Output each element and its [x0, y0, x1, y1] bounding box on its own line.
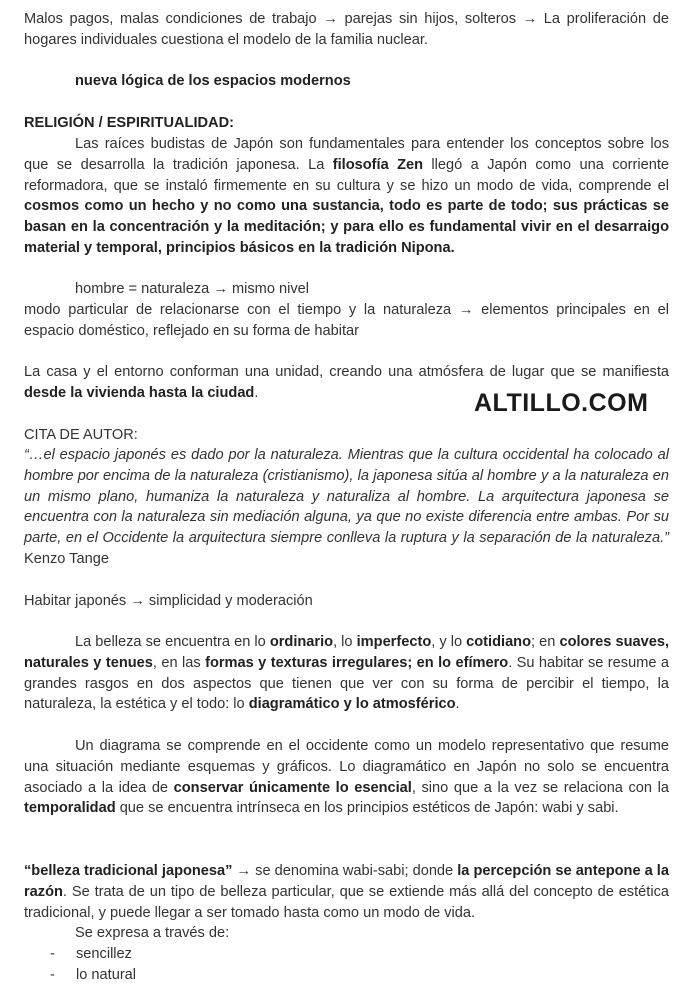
paragraph-habitar-japones: Habitar japonés → simplicidad y moderación	[24, 593, 313, 609]
paragraph-wabi-sabi: “belleza tradicional japonesa” → se denomina wabi-sabi; donde la percepción se antepone a la razón. Se trata de un tipo de belleza particular, que se extiende más allá del concepto de estética tradicional, y puede llegar a ser tomado hasta como un modo de vida.	[24, 863, 669, 921]
paragraph-nueva-logica: nueva lógica de los espacios modernos	[75, 73, 351, 89]
paragraph-hombre-naturaleza: hombre = naturaleza → mismo nivel	[75, 281, 310, 297]
paragraph-se-expresa: Se expresa a través de:	[75, 925, 230, 941]
altillo-watermark: ALTILLO.COM	[474, 389, 649, 417]
heading-religion: RELIGIÓN / ESPIRITUALIDAD:	[24, 115, 234, 131]
paragraph-belleza: La belleza se encuentra en lo ordinario, lo imperfecto, y lo cotidiano; en colores suaves, naturales y tenues, en las formas y texturas irregulares; en lo efímero. Su habitar se resume a grandes rasgos en dos aspectos que tienen que ver con su forma de percibir el tiempo, la naturaleza, la estética y el todo: lo diagramático y lo atmosférico.	[24, 634, 670, 713]
paragraph-modo-particular: modo particular de relacionarse con el tiempo y la naturaleza → elementos principales en el espacio doméstico, reflejado en su forma de habitar	[24, 302, 669, 339]
list-item: - sencillez	[50, 946, 132, 962]
paragraph-casa-entorno: La casa y el entorno conforman una unidad, creando una atmósfera de lugar que se manifiesta desde la vivienda hasta la ciudad.	[24, 364, 669, 401]
paragraph-diagrama: Un diagrama se comprende en el occidente como un modelo representativo que resume una situación mediante esquemas y gráficos. Lo diagramático en Japón no solo se encuentra asociado a la idea de conservar únicamente lo esencial, sino que a la vez se relaciona con la temporalidad que se encuentra intrínseca en los principios estéticos de Japón: wabi y sabi.	[24, 738, 669, 817]
cita-label: CITA DE AUTOR:	[24, 427, 138, 443]
paragraph-hogares: Malos pagos, malas condiciones de trabajo → parejas sin hijos, solteros → La proliferación de hogares individuales cuestiona el modelo de la familia nuclear.	[24, 11, 669, 48]
list-item: - lo natural	[50, 967, 137, 983]
paragraph-zen: Las raíces budistas de Japón son fundamentales para entender los conceptos sobre los que se desarrolla la tradición japonesa. La filosofía Zen llegó a Japón como una corriente reformadora, que se instaló firmemente en su cultura y se hizo un modo de vida, comprende el cosmos como un hecho y no como una sustancia, todo es parte de todo; sus prácticas se basan en la concentración y la meditación; y para ello es fundamental vivir en el desarraigo material y temporal, principios básicos en la tradición Nipona.	[24, 136, 669, 256]
quote-kenzo-tange: “…el espacio japonés es dado por la naturaleza. Mientras que la cultura occidental ha colocado al hombre por encima de la naturaleza (cristianismo), la japonesa sitúa al hombre y a la naturaleza en un mismo plano, humaniza la naturaleza y naturaliza al hombre. La arquitectura japonesa se encuentra con la naturaleza sin mediación alguna, ya que no existe diferencia entre ambas. Por su parte, en el Occidente la arquitectura siempre conlleva la ruptura y la separación de la naturaleza.” Kenzo Tange	[24, 447, 669, 567]
